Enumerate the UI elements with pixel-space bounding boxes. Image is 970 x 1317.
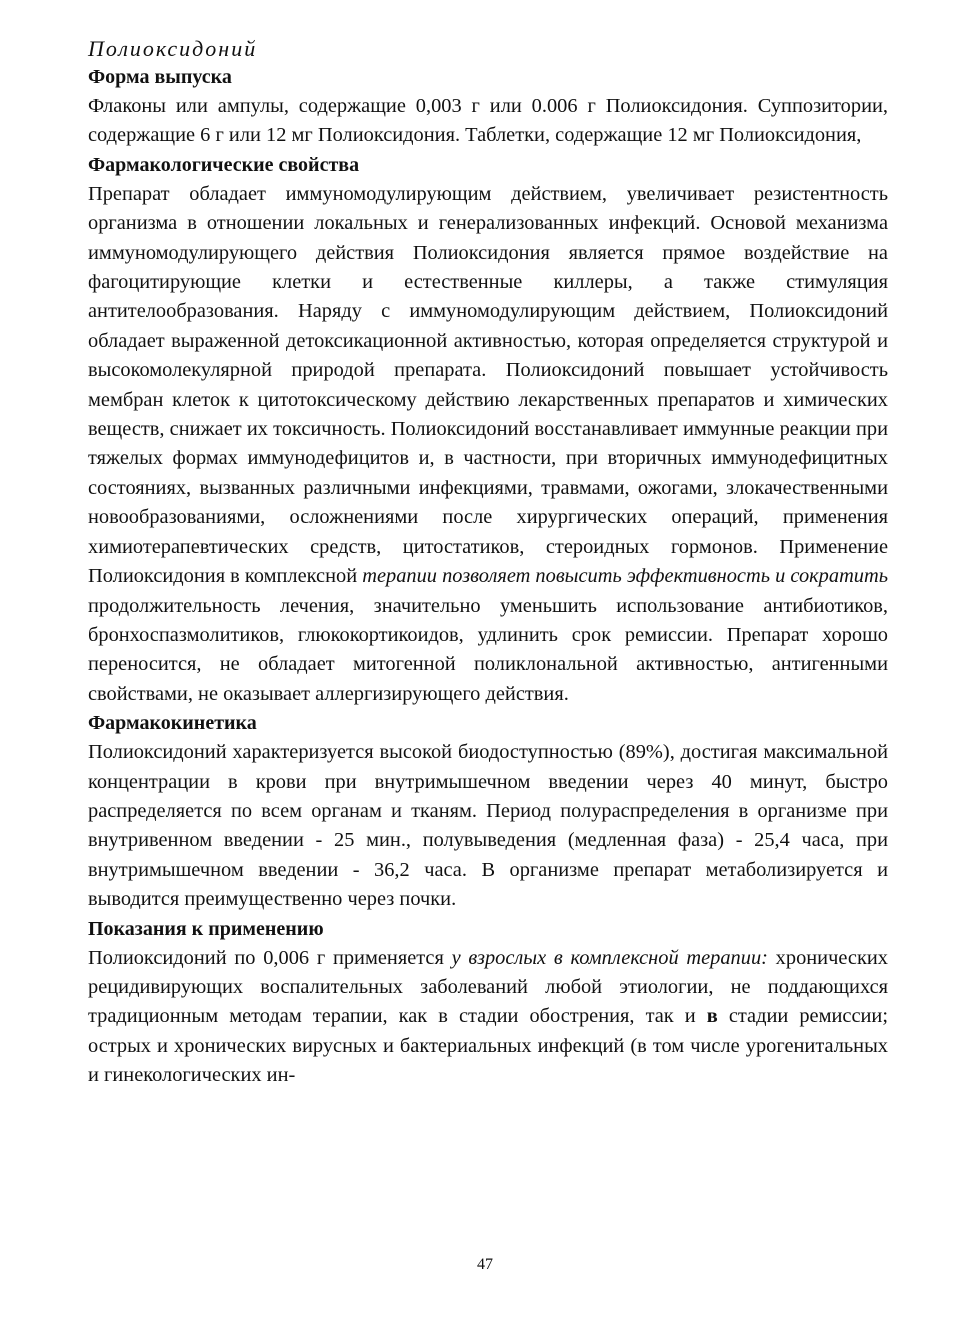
form-paragraph: Флаконы или ампулы, содержащие 0,003 г или 0.006 г Полиоксидония. Суппозитории, содержащие 6 г или 12 мг Полиоксидония. Таблетки, содержащие 12 мг Полиоксидония, <box>88 95 888 147</box>
indications-text-end: стадии ремиссии; острых и хронических вирусных и бактериальных инфекций (в том числе урогенитальных и гинекологических ин- <box>88 1005 888 1087</box>
indications-heading: Показания к применению <box>88 917 324 940</box>
pharmacokinetics-heading: Фармакокинетика <box>88 712 257 735</box>
indications-italic-text: у взрослых в комплексной терапии: <box>451 946 768 969</box>
page-number: 47 <box>477 1256 493 1273</box>
pharmacology-text-part2: продолжительность лечения, значительно уменьшить использование антибиотиков, бронхоспазмолитиков, глюкокортикоидов, удлинить срок ремиссии. Препарат хорошо переносится, не обладает митогенной поликлональной активностью, антигенными свойствами, не оказывает аллергизирующего действия. <box>88 594 888 705</box>
indications-bold-text: в <box>706 1005 718 1028</box>
pharmacology-heading: Фармакологические свойства <box>88 153 360 176</box>
document-page <box>84 34 888 1091</box>
indications-text-start: Полиоксидоний по 0,006 г применяется <box>88 946 452 969</box>
pharmacology-text-part1: Препарат обладает иммуномодулирующим действием, увеличивает резистентность организма в отношении локальных и генерализованных инфекций. Основой механизма иммуномодулирующего действия Полиоксидония является прямое воздействие на фагоцитирующие клетки и естественные киллеры, а также стимуляция антителообразования. Наряду с иммуномодулирующим действием, Полиоксидоний обладает выраженной детоксикационной активностью, которая определяется структурой и высокомолекулярной природой препарата. Полиоксидоний повышает устойчивость мембран клеток к цитотоксическому действию лекарственных препаратов и химических веществ, снижает их токсичность. Полиоксидоний восстанавливает иммунные реакции при тяжелых формах иммунодефицитов и, в частности, при вторичных иммунодефицитных состояниях, вызванных различными инфекциями, травмами, ожогами, злокачественными новообразованиями, осложнениями после хирургических операций, применения химиотерапевтических средств, цитостатиков, стероидных гормонов. Применение Полиоксидония в комплексной <box>88 182 888 588</box>
indications-text-middle: хронических рецидивирующих воспалительных заболеваний любой этиологии, не поддающихся традиционным методам терапии, как в стадии обострения, так и <box>88 946 888 1028</box>
pharmacokinetics-paragraph: Полиоксидоний характеризуется высокой биодоступностью (89%), достигая максимальной концентрации в крови при внутримышечном введении через 40 минут, быстро распределяется по всем органам и тканям. Период полураспределения в организме при внутривенном введении - 25 мин., полувыведения (медленная фаза) - 25,4 часа, при внутримышечном введении - 36,2 часа. В организме препарат метаболизируется и выводится преимущественно через почки. <box>88 741 888 911</box>
pharmacology-paragraph <box>84 180 888 709</box>
form-heading: Форма выпуска <box>88 66 232 88</box>
indications-paragraph <box>84 944 888 1091</box>
pharmacology-italic-text: терапии позволяет повысить эффективность и сократить <box>362 565 888 588</box>
drug-name-title: Полиоксидоний <box>88 36 258 61</box>
